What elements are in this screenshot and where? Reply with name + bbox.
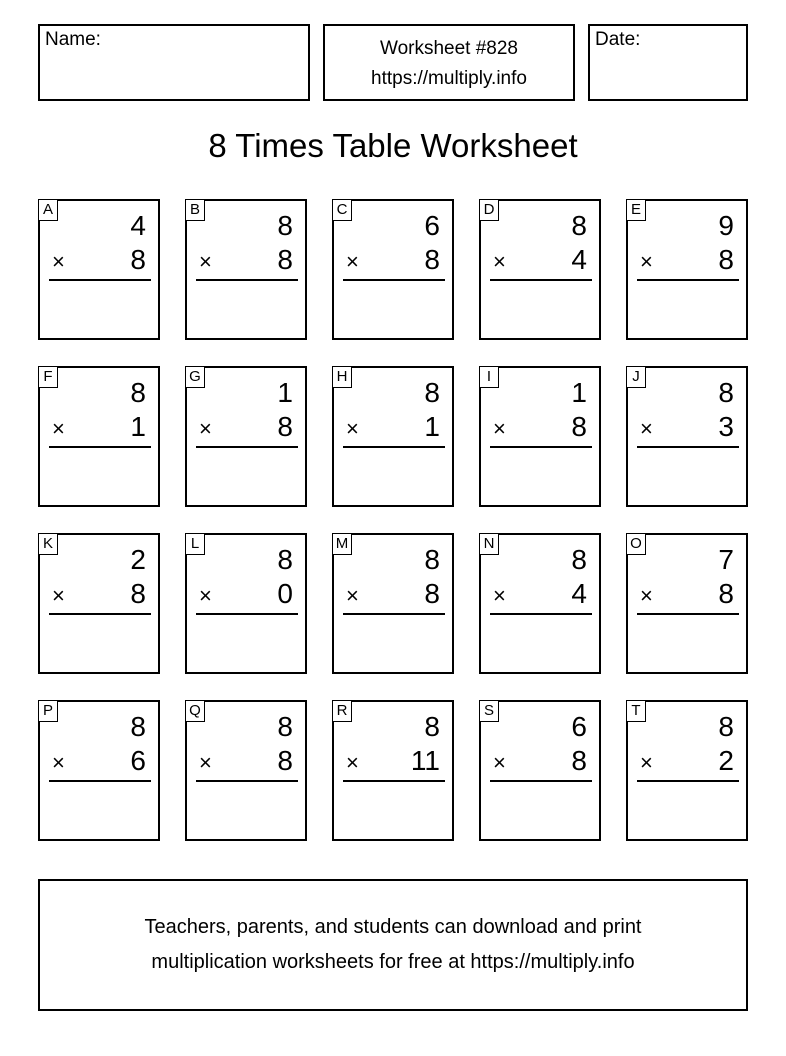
multiplier: 8 <box>277 244 293 275</box>
problem-card <box>38 700 160 841</box>
problem-card <box>185 366 307 507</box>
problem-letter: T <box>626 700 646 722</box>
multiplicand: 8 <box>277 544 293 575</box>
times-sign: × <box>52 583 65 608</box>
multiplier: 2 <box>718 745 734 776</box>
problem-letter: F <box>38 366 58 388</box>
multiplier: 8 <box>718 578 734 609</box>
problem-card <box>626 533 748 674</box>
multiplier: 4 <box>571 244 587 275</box>
multiplicand: 1 <box>571 377 587 408</box>
problem-letter: H <box>332 366 352 388</box>
multiplicand: 6 <box>571 711 587 742</box>
multiplier: 8 <box>571 411 587 442</box>
answer-line <box>490 780 592 782</box>
problem-card <box>38 199 160 340</box>
multiplicand: 8 <box>424 544 440 575</box>
multiplier: 8 <box>277 745 293 776</box>
problem-card <box>185 533 307 674</box>
multiplier: 1 <box>424 411 440 442</box>
multiplicand: 8 <box>424 377 440 408</box>
answer-line <box>637 780 739 782</box>
site-url: https://multiply.info <box>371 68 527 89</box>
multiplicand: 2 <box>130 544 146 575</box>
times-sign: × <box>52 249 65 274</box>
multiplicand: 8 <box>571 210 587 241</box>
problem-card <box>626 366 748 507</box>
times-sign: × <box>52 750 65 775</box>
problem-card <box>332 533 454 674</box>
times-sign: × <box>52 416 65 441</box>
problem-card <box>185 700 307 841</box>
page-title: 8 Times Table Worksheet <box>208 127 578 164</box>
footer-note <box>38 879 748 1011</box>
problem-letter: L <box>185 533 205 555</box>
answer-line <box>343 613 445 615</box>
multiplicand: 8 <box>130 377 146 408</box>
multiplier: 8 <box>130 578 146 609</box>
multiplicand: 8 <box>277 711 293 742</box>
problem-card <box>332 199 454 340</box>
problem-letter: C <box>332 199 352 221</box>
multiplicand: 8 <box>424 711 440 742</box>
problem-letter: K <box>38 533 58 555</box>
multiplier: 8 <box>424 244 440 275</box>
multiplicand: 6 <box>424 210 440 241</box>
times-sign: × <box>493 249 506 274</box>
multiplicand: 1 <box>277 377 293 408</box>
answer-line <box>49 279 151 281</box>
multiplier: 8 <box>424 578 440 609</box>
times-sign: × <box>346 750 359 775</box>
answer-line <box>637 279 739 281</box>
problem-card <box>626 700 748 841</box>
problem-card <box>185 199 307 340</box>
times-sign: × <box>493 583 506 608</box>
problem-card <box>479 700 601 841</box>
multiplicand: 8 <box>130 711 146 742</box>
multiplier: 0 <box>277 578 293 609</box>
answer-line <box>637 446 739 448</box>
times-sign: × <box>640 750 653 775</box>
answer-line <box>490 279 592 281</box>
problem-letter: S <box>479 700 499 722</box>
multiplicand: 9 <box>718 210 734 241</box>
problem-card <box>479 366 601 507</box>
answer-line <box>196 279 298 281</box>
date-label: Date: <box>595 29 641 50</box>
problem-card <box>479 533 601 674</box>
answer-line <box>343 780 445 782</box>
multiplier: 6 <box>130 745 146 776</box>
times-sign: × <box>199 416 212 441</box>
problem-card <box>479 199 601 340</box>
multiplicand: 8 <box>718 711 734 742</box>
times-sign: × <box>640 416 653 441</box>
answer-line <box>196 613 298 615</box>
times-sign: × <box>640 249 653 274</box>
multiplier: 11 <box>410 745 440 776</box>
name-label: Name: <box>45 29 101 50</box>
worksheet-number: Worksheet #828 <box>379 38 518 59</box>
times-sign: × <box>346 249 359 274</box>
answer-line <box>49 780 151 782</box>
problem-letter: G <box>185 366 205 388</box>
answer-line <box>637 613 739 615</box>
multiplicand: 8 <box>277 210 293 241</box>
problem-letter: J <box>626 366 646 388</box>
problem-letter: M <box>332 533 352 555</box>
footer-line-2: multiplication worksheets for free at https://multiply.info <box>151 951 635 973</box>
multiplier: 8 <box>130 244 146 275</box>
times-sign: × <box>346 583 359 608</box>
times-sign: × <box>199 249 212 274</box>
times-sign: × <box>199 583 212 608</box>
answer-line <box>49 446 151 448</box>
multiplicand: 8 <box>571 544 587 575</box>
problem-letter: O <box>626 533 646 555</box>
multiplier: 1 <box>130 411 146 442</box>
multiplicand: 8 <box>718 377 734 408</box>
times-sign: × <box>493 750 506 775</box>
problem-card <box>332 366 454 507</box>
problem-letter: N <box>479 533 499 555</box>
multiplier: 8 <box>571 745 587 776</box>
answer-line <box>343 446 445 448</box>
problem-letter: I <box>479 366 499 388</box>
answer-line <box>490 613 592 615</box>
answer-line <box>343 279 445 281</box>
times-sign: × <box>199 750 212 775</box>
answer-line <box>490 446 592 448</box>
times-sign: × <box>640 583 653 608</box>
multiplicand: 4 <box>130 210 146 241</box>
answer-line <box>196 780 298 782</box>
problem-letter: R <box>332 700 352 722</box>
problem-card <box>38 366 160 507</box>
problem-letter: D <box>479 199 499 221</box>
multiplier: 8 <box>277 411 293 442</box>
problem-card <box>626 199 748 340</box>
problem-letter: B <box>185 199 205 221</box>
multiplier: 4 <box>571 578 587 609</box>
footer-line-1: Teachers, parents, and students can download and print <box>144 916 642 938</box>
problem-letter: E <box>626 199 646 221</box>
answer-line <box>196 446 298 448</box>
times-sign: × <box>346 416 359 441</box>
answer-line <box>49 613 151 615</box>
times-sign: × <box>493 416 506 441</box>
problem-letter: P <box>38 700 58 722</box>
multiplier: 3 <box>718 411 734 442</box>
problem-letter: A <box>38 199 58 221</box>
multiplicand: 7 <box>718 544 734 575</box>
problem-card <box>332 700 454 841</box>
problem-card <box>38 533 160 674</box>
problem-letter: Q <box>185 700 205 722</box>
multiplier: 8 <box>718 244 734 275</box>
